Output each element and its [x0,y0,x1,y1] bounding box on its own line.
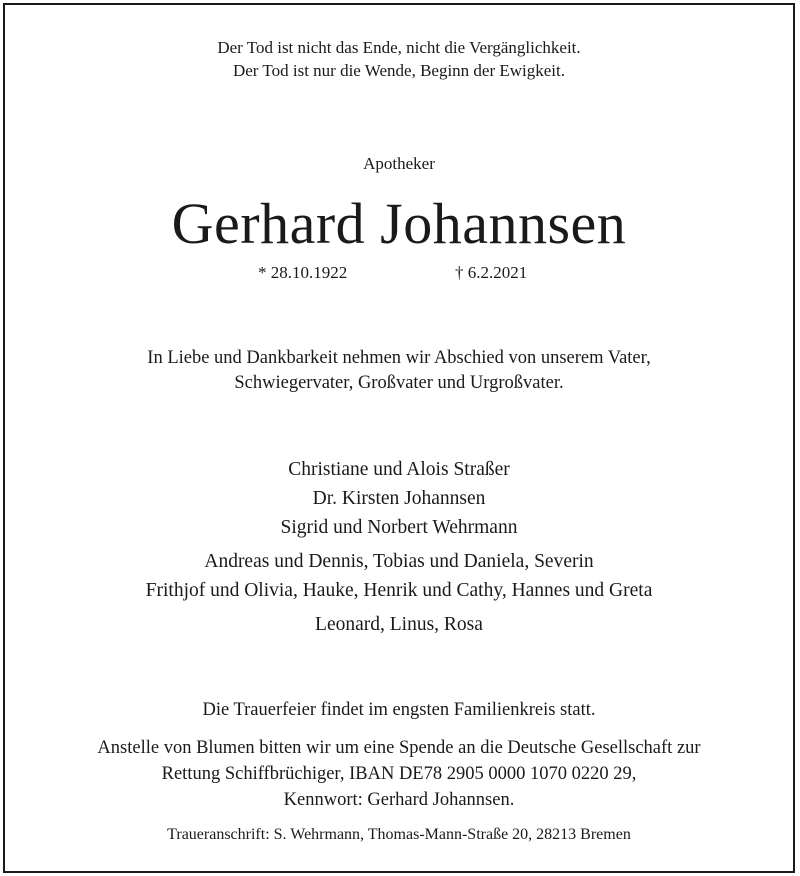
donation-line-1: Anstelle von Blumen bitten wir um eine Spende an die Deutsche Gesellschaft zur [97,738,701,758]
motto-line-2: Der Tod ist nur die Wende, Beginn der Ewigkeit. [232,61,566,80]
birth-date: * 28.10.1922 [258,263,348,282]
donation-line-2: Rettung Schiffbrüchiger, IBAN DE78 2905 0000 1070 0220 29, [161,764,637,784]
mourning-address: Traueranschrift: S. Wehrmann, Thomas-Mann-Straße 20, 28213 Bremen [167,826,631,843]
mourner-child-1: Christiane und Alois Straßer [288,459,510,480]
mourner-grandchildren-1: Andreas und Dennis, Tobias und Daniela, Severin [204,551,594,572]
profession-title: Apotheker [363,154,435,173]
farewell-line-2: Schwiegervater, Großvater und Urgroßvater. [234,373,564,393]
mourner-grandchildren-2: Frithjof und Olivia, Hauke, Henrik und Cathy, Hannes und Greta [145,580,653,601]
death-date: † 6.2.2021 [455,263,528,282]
funeral-notice: Die Trauerfeier findet im engsten Familienkreis statt. [202,700,596,720]
motto-line-1: Der Tod ist nicht das Ende, nicht die Vergänglichkeit. [217,38,581,57]
mourner-child-3: Sigrid und Norbert Wehrmann [280,517,518,538]
farewell-line-1: In Liebe und Dankbarkeit nehmen wir Abschied von unserem Vater, [147,348,651,368]
deceased-name: Gerhard Johannsen [171,191,627,256]
obituary-notice [3,3,795,873]
donation-line-3: Kennwort: Gerhard Johannsen. [283,790,515,810]
mourner-child-2: Dr. Kirsten Johannsen [312,488,486,509]
mourner-great-grandchildren: Leonard, Linus, Rosa [315,614,483,635]
